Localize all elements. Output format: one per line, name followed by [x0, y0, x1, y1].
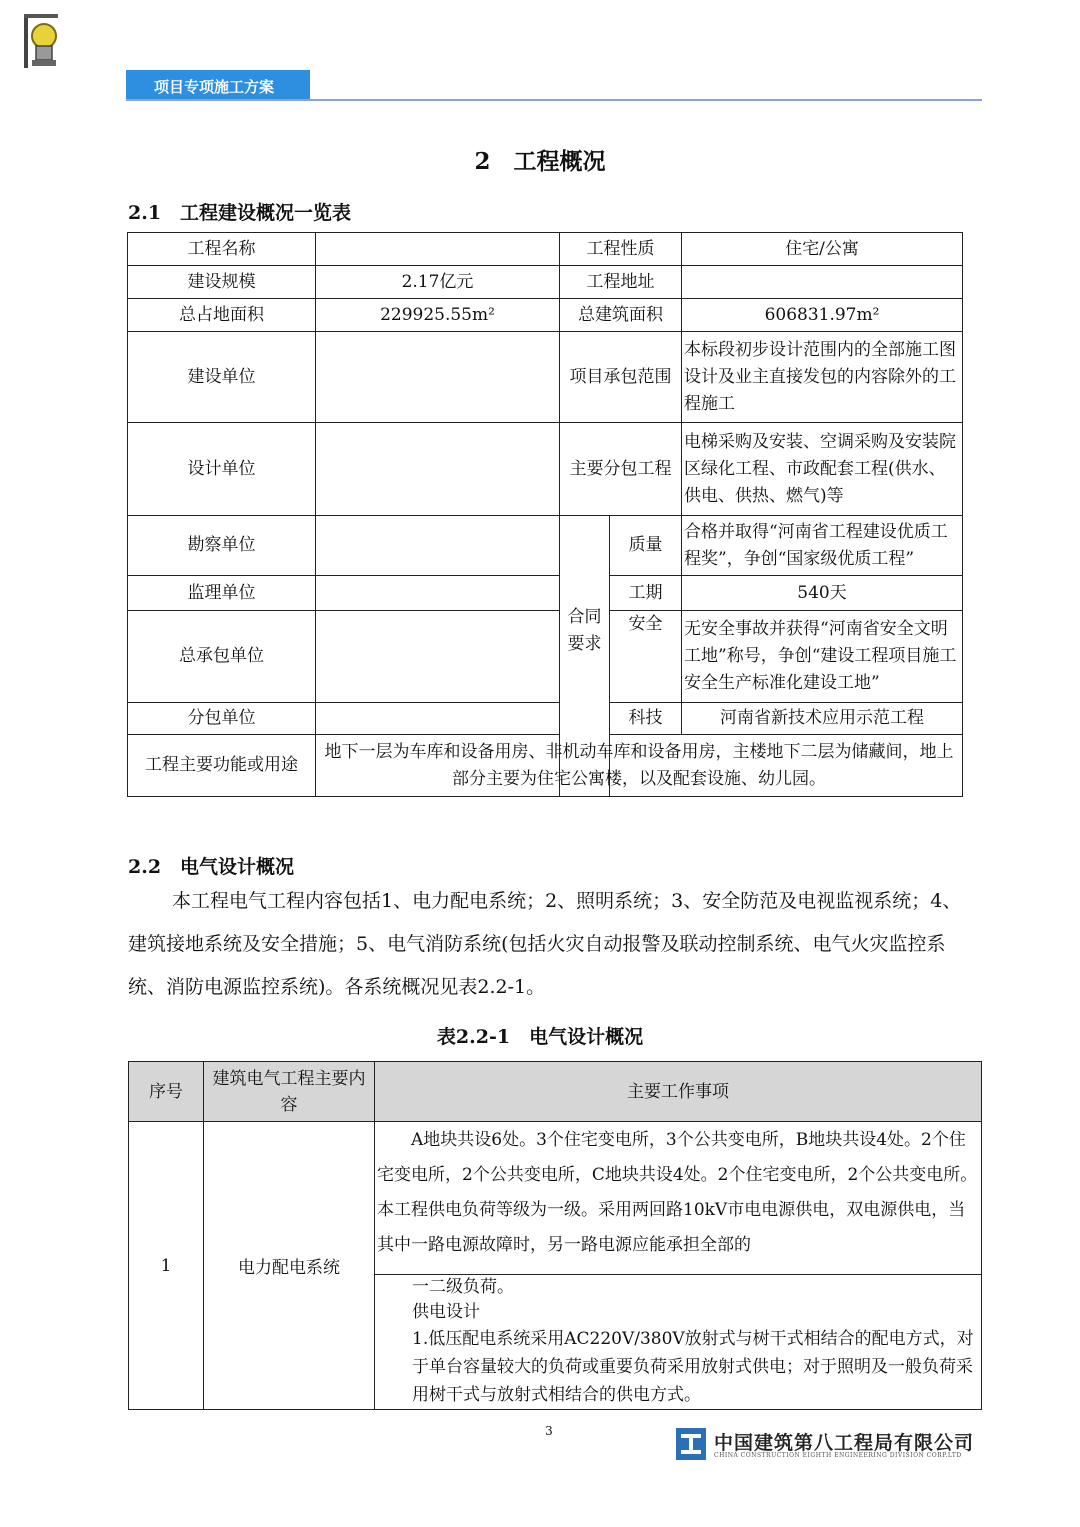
cell-value: 本标段初步设计范围内的全部施工图设计及业主直接发包的内容除外的工程施工 [682, 332, 963, 423]
project-overview-table [127, 232, 963, 797]
cell-label: 总建筑面积 [560, 299, 682, 332]
cell-value [316, 611, 560, 703]
electrical-intro-paragraph: 本工程电气工程内容包括1、电力配电系统；2、照明系统；3、安全防范及电视监视系统；4、建筑接地系统及安全措施；5、电气消防系统(包括火灾自动报警及联动控制系统、电气火灾监控系统、消防电源监控系统)。各系统概况见表2.2-1。 [128, 890, 962, 998]
cell-label: 建设规模 [128, 266, 316, 299]
building-logo-icon [22, 12, 62, 70]
cell-label: 科技 [610, 703, 682, 735]
cell-label: 工程地址 [560, 266, 682, 299]
cell-label: 质量 [610, 516, 682, 576]
cell-label: 分包单位 [128, 703, 316, 735]
work-items-cell [375, 1122, 982, 1275]
cell-label: 工程名称 [128, 233, 316, 266]
cell-label: 设计单位 [128, 423, 316, 516]
cell-value [316, 516, 560, 576]
company-logo-icon [676, 1428, 706, 1460]
cell-label: 工程性质 [560, 233, 682, 266]
work-items-subheading: 供电设计 [412, 1302, 480, 1322]
cell-label: 项目承包范围 [560, 332, 682, 423]
contract-requirements-label: 合同要求 [560, 516, 610, 797]
cell-label: 工期 [610, 576, 682, 611]
cell-label: 总占地面积 [128, 299, 316, 332]
chapter-title: 2 工程概况 [474, 148, 606, 175]
cell-value: 合格并取得“河南省工程建设优质工程奖”，争创“国家级优质工程” [682, 516, 963, 576]
column-header: 建筑电气工程主要内容 [204, 1062, 375, 1122]
cell-value: 住宅/公寓 [682, 233, 963, 266]
header-title: 项目专项施工方案 [126, 70, 310, 100]
cell-value: 606831.97m² [682, 299, 963, 332]
cell-value [682, 266, 963, 299]
cell-value [316, 332, 560, 423]
electrical-design-table [128, 1061, 982, 1410]
company-name-en: CHINA CONSTRUCTION EIGHTH ENGINEERING DIVISION CORP.LTD [714, 1452, 962, 1459]
row-number: 1 [129, 1122, 204, 1410]
row-content: 电力配电系统 [204, 1122, 375, 1410]
work-items-text: 一二级负荷。 [412, 1277, 514, 1297]
column-header: 主要工作事项 [375, 1062, 982, 1122]
cell-value [316, 703, 560, 735]
cell-value: 地下一层为车库和设备用房、非机动车库和设备用房，主楼地下二层为储藏间，地上部分主要为住宅公寓楼，以及配套设施、幼儿园。 [316, 735, 963, 797]
work-items-text: A地块共设6处。3个住宅变电所，3个公共变电所，B地块共设4处。2个住宅变电所，2个公共变电所，C地块共设4处。2个住宅变电所，2个公共变电所。本工程供电负荷等级为一级。采用两回路10kV市电电源供电，双电源供电，当其中一路电源故障时，另一路电源应能承担全部的 [377, 1130, 978, 1255]
page-number: 3 [545, 1424, 553, 1438]
cell-value: 电梯采购及安装、空调采购及安装院区绿化工程、市政配套工程(供水、供电、供热、燃气)等 [682, 423, 963, 516]
cell-label: 监理单位 [128, 576, 316, 611]
cell-label: 勘察单位 [128, 516, 316, 576]
cell-value [316, 233, 560, 266]
company-name: 中国建筑第八工程局有限公司 [714, 1432, 975, 1454]
table-caption: 表2.2-1 电气设计概况 [436, 1026, 644, 1048]
work-items-text: 1.低压配电系统采用AC220V/380V放射式与树干式相结合的配电方式，对于单台容量较大的负荷或重要负荷采用放射式供电；对于照明及一般负荷采用树干式与放射式相结合的供电方式。 [412, 1329, 974, 1405]
cell-label: 工程主要功能或用途 [128, 735, 316, 797]
cell-value: 2.17亿元 [316, 266, 560, 299]
cell-value: 540天 [682, 576, 963, 611]
section-2-1-heading: 2.1 工程建设概况一览表 [128, 202, 352, 224]
cell-value [316, 576, 560, 611]
cell-value: 无安全事故并获得“河南省安全文明工地”称号，争创“建设工程项目施工安全生产标准化建设工地” [682, 611, 963, 703]
header-divider [126, 99, 982, 101]
cell-value: 河南省新技术应用示范工程 [682, 703, 963, 735]
cell-value [316, 423, 560, 516]
column-header: 序号 [129, 1062, 204, 1122]
work-items-cell [375, 1275, 982, 1410]
cell-label: 主要分包工程 [560, 423, 682, 516]
cell-label: 建设单位 [128, 332, 316, 423]
cell-value: 229925.55m² [316, 299, 560, 332]
cell-label: 安全 [610, 611, 682, 703]
section-2-2-heading: 2.2 电气设计概况 [128, 856, 295, 878]
cell-label: 总承包单位 [128, 611, 316, 703]
